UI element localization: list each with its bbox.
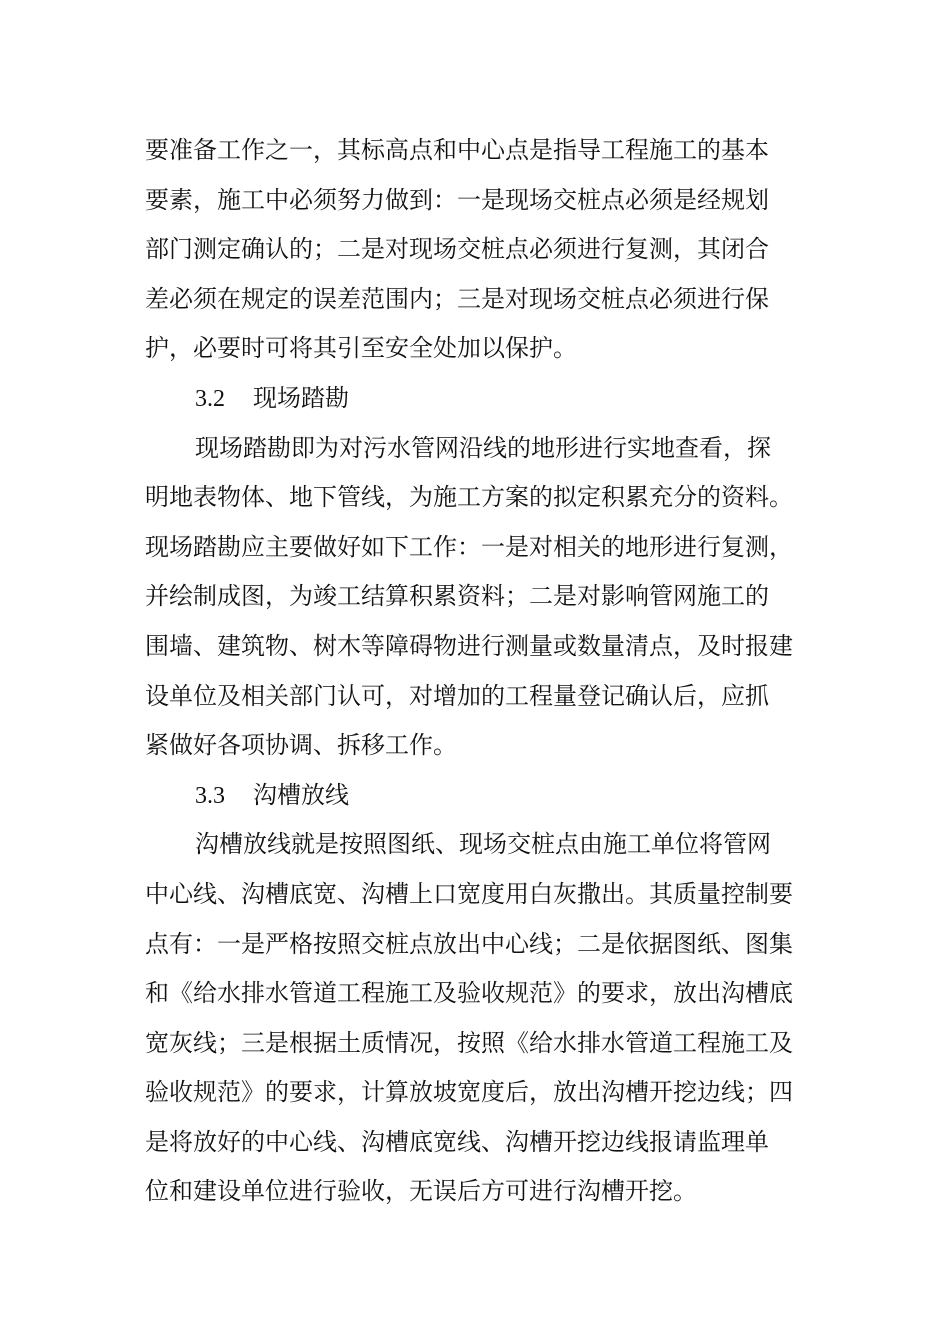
paragraph-line: 中心线、沟槽底宽、沟槽上口宽度用白灰撒出。其质量控制要	[145, 879, 793, 908]
paragraph-line: 要准备工作之一，其标高点和中心点是指导工程施工的基本	[145, 136, 769, 164]
paragraph-line: 紧做好各项协调、拆移工作。	[145, 731, 457, 760]
paragraph-2	[145, 424, 825, 771]
document-body	[145, 126, 825, 1217]
paragraph-line: 差必须在规定的误差范围内；三是对现场交桩点必须进行保	[145, 284, 769, 313]
paragraph-line: 点有：一是严格按照交桩点放出中心线；二是依据图纸、图集	[145, 929, 793, 958]
paragraph-line: 设单位及相关部门认可，对增加的工程量登记确认后，应抓	[145, 681, 769, 710]
paragraph-line: 要素，施工中必须努力做到：一是现场交桩点必须是经规划	[145, 185, 769, 214]
paragraph-line: 验收规范》的要求，计算放坡宽度后，放出沟槽开挖边线；四	[145, 1078, 793, 1107]
paragraph-line: 宽灰线；三是根据土质情况，按照《给水排水管道工程施工及	[145, 1028, 793, 1057]
paragraph-3	[145, 820, 825, 1217]
paragraph-line: 现场踏勘即为对污水管网沿线的地形进行实地查看，探	[195, 433, 771, 462]
paragraph-line: 沟槽放线就是按照图纸、现场交桩点由施工单位将管网	[195, 830, 771, 859]
paragraph-line: 是将放好的中心线、沟槽底宽线、沟槽开挖边线报请监理单	[145, 1127, 769, 1156]
paragraph-1	[145, 126, 825, 374]
section-heading-3-3	[145, 771, 825, 821]
paragraph-line: 明地表物体、地下管线，为施工方案的拟定积累充分的资料。	[145, 483, 793, 512]
section-title: 现场踏勘	[253, 383, 349, 412]
paragraph-line: 位和建设单位进行验收，无误后方可进行沟槽开挖。	[145, 1177, 697, 1206]
paragraph-line: 围墙、建筑物、树木等障碍物进行测量或数量清点，及时报建	[145, 631, 793, 660]
paragraph-line: 和《给水排水管道工程施工及验收规范》的要求，放出沟槽底	[145, 979, 793, 1008]
paragraph-line: 并绘制成图，为竣工结算积累资料；二是对影响管网施工的	[145, 582, 769, 611]
section-heading-3-2	[145, 374, 825, 424]
section-number: 3.3	[195, 782, 225, 809]
section-title: 沟槽放线	[253, 780, 349, 809]
paragraph-line: 现场踏勘应主要做好如下工作：一是对相关的地形进行复测，	[145, 532, 793, 561]
section-number: 3.2	[195, 385, 225, 412]
paragraph-line: 护，必要时可将其引至安全处加以保护。	[145, 334, 577, 363]
paragraph-line: 部门测定确认的；二是对现场交桩点必须进行复测，其闭合	[145, 235, 769, 264]
